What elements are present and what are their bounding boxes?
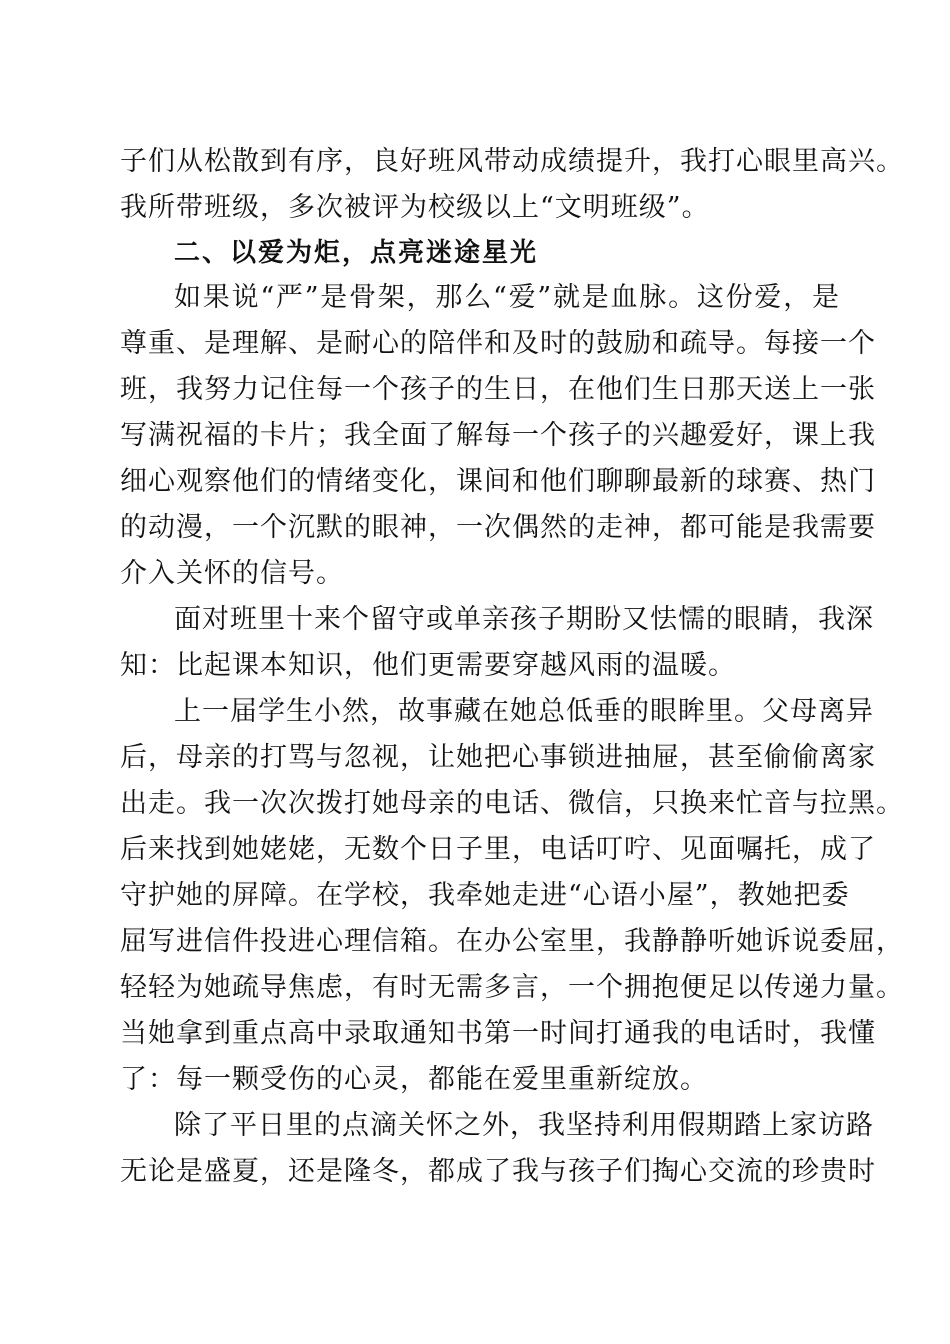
text-line: 出走。我一次次拨打她母亲的电话、微信，只换来忙音与拉黑。 — [120, 788, 904, 819]
text-line: 轻轻为她疏导焦虑，有时无需多言，一个拥抱便足以传递力量。 — [120, 972, 904, 1003]
text-line: 知：比起课本知识，他们更需要穿越风雨的温暖。 — [120, 650, 736, 681]
text-line: 的动漫，一个沉默的眼神，一次偶然的走神，都可能是我需要 — [120, 512, 876, 543]
text-line: 介入关怀的信号。 — [120, 558, 344, 589]
text-line: 后，母亲的打骂与忽视，让她把心事锁进抽屉，甚至偷偷离家 — [120, 742, 876, 773]
text-line: 子们从松散到有序，良好班风带动成绩提升，我打心眼里高兴。 — [120, 146, 904, 177]
text-line: 无论是盛夏，还是隆冬，都成了我与孩子们掏心交流的珍贵时 — [120, 1156, 876, 1187]
text-line: 班，我努力记住每一个孩子的生日，在他们生日那天送上一张 — [120, 374, 876, 405]
text-line: 守护她的屏障。在学校，我牵她走进“心语小屋”，教她把委 — [120, 880, 850, 911]
text-line: 如果说“严”是骨架，那么“爱”就是血脉。这份爱，是 — [174, 282, 840, 313]
text-line: 后来找到她姥姥，无数个日子里，电话叮咛、见面嘱托，成了 — [120, 834, 876, 865]
text-line: 了：每一颗受伤的心灵，都能在爱里重新绽放。 — [120, 1064, 708, 1095]
text-line: 除了平日里的点滴关怀之外，我坚持利用假期踏上家访路 — [174, 1110, 874, 1141]
text-line: 我所带班级，多次被评为校级以上“文明班级”。 — [120, 192, 710, 223]
text-line: 面对班里十来个留守或单亲孩子期盼又怯懦的眼睛，我深 — [174, 604, 874, 635]
text-line: 细心观察他们的情绪变化，课间和他们聊聊最新的球赛、热门 — [120, 466, 876, 497]
text-line: 屈写进信件投进心理信箱。在办公室里，我静静听她诉说委屈， — [120, 926, 904, 957]
text-line: 写满祝福的卡片；我全面了解每一个孩子的兴趣爱好，课上我 — [120, 420, 876, 451]
section-heading: 二、以爱为炬，点亮迷途星光 — [174, 238, 539, 268]
text-line: 尊重、是理解、是耐心的陪伴和及时的鼓励和疏导。每接一个 — [120, 328, 876, 359]
text-line: 当她拿到重点高中录取通知书第一时间打通我的电话时，我懂 — [120, 1018, 876, 1049]
text-line: 上一届学生小然，故事藏在她总低垂的眼眸里。父母离异 — [174, 696, 874, 727]
